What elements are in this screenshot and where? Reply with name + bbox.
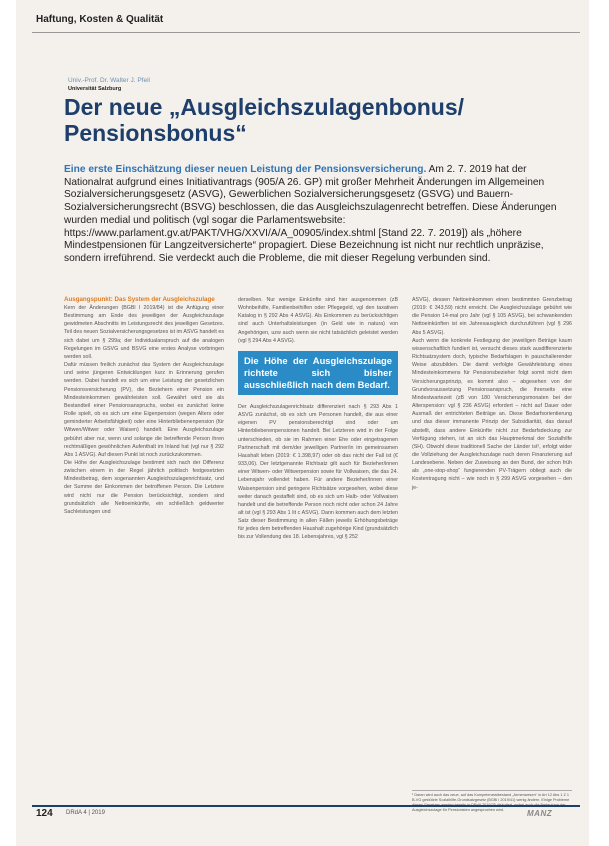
- header-rule: [32, 32, 580, 33]
- column-1-paragraph-1: Kern der Änderungen (BGBl I 2019/84) ist die Anfügung einer Bestimmung am Ende des jeweiligen der Ausgleichszulage gewidmeten Abschnitts im Leistungsrecht des jeweiligen Gesetzes. Teil des neuen Sozialversicherungsgesetzes ist im ASVG handelt es sich dabei um § 299a; der Individualanspruch auf die analogen Regelungen im GSVG und BSVG eine erstes Analyse vorbringen werden soll.: [64, 305, 224, 360]
- article-body: [64, 296, 574, 792]
- page-number: 124: [36, 808, 53, 819]
- lead-text: Am 2. 7. 2019 hat der Nationalrat aufgrund eines Initiativantrags (905/A 26. GP) mit großer Mehrheit Änderungen im Allgemeinen Sozialversicherungsgesetz (ASVG), Gewerblichen Sozialversicherungsgesetz (GSVG) und Bauern-Sozialversicherungsrecht (BSVG) beschlossen, die das Ausgleichszulagenrecht betreffen. Diese Änderungen wurden medial und politisch (vgl sogar die Parlamentswebsite: https://www.parlament.gv.at/PAKT/VHG/XXVI/A/A_00905/index.shtml [Stand 22. 7. 2019]) als „höhere Mindestpensionen für Langzeitversicherte“ propagiert. Diese Bezeichnung ist nicht nur rechtlich unpräzise, sondern irreführend. Sie verdeckt auch die Probleme, die mit dieser Regelung verbunden sind.: [64, 164, 557, 264]
- article-lead: [64, 164, 574, 266]
- column-3: [412, 296, 572, 492]
- section-heading: Haftung, Kosten & Qualität: [36, 14, 164, 25]
- column-2: [238, 296, 398, 542]
- pull-quote: Die Höhe der Ausgleichszulage richtete sich bisher ausschließlich nach dem Bedarf.: [238, 351, 398, 395]
- author-name: Univ.-Prof. Dr. Walter J. Pfeil: [68, 77, 150, 84]
- column-1-paragraph-2: Dafür müssen freilich zunächst das System der Ausgleichszulage und seine jüngeren Entwicklungen kurz in Erinnerung gerufen werden. Dabei handelt es sich um eine Leistung der gesetzlichen Pensionsversicherung (PV), die Beziehern einer Pension ein Mindesteinkommen gewährleisten soll. Gewährt wird sie als Bestandteil einer Pensionsanspruchs, wobei es zunächst keine Rolle spielt, ob es sich um eine Eigenpension (wegen Alters oder geminderter Arbeitsfähigkeit) oder eine Hinterbliebenenpension (für Witwen/Witwer oder Waisen) handelt. Eine Ausgleichszulage gebührt aber nur, wenn und solange die betreffende Person ihren rechtmäßigen gewöhnlichen Aufenthalt im Inland hat (vgl nur § 292 Abs 1 ASVG). Auf diesen Punkt ist noch zurückzukommen.: [64, 362, 224, 458]
- column-1-subhead: Ausgangspunkt: Das System der Ausgleichszulage: [64, 296, 215, 303]
- lead-highlight: Eine erste Einschätzung dieser neuen Leistung der Pensionsversicherung.: [64, 164, 427, 175]
- column-2-paragraph-1: derselben. Nur wenige Einkünfte sind hier ausgenommen (zB Wohnbeihilfe, Familienbeihilfen oder Pflegegeld, vgl den taxativen Katalog in § 292 Abs 4 ASVG). Als Einkommen zu berücksichtigen sind auch Unterhaltsleistungen (in Geld wie in natura) von Angehörigen, uzw auch wenn sie nicht tatsächlich geleistet werden (vgl § 294 Abs 4 ASVG).: [238, 297, 398, 344]
- publisher-logo: MANZ: [527, 809, 553, 818]
- journal-reference: DRdA 4 | 2019: [66, 810, 105, 816]
- column-2-paragraph-2: Der Ausgleichszulagenrichtsatz differenziert nach § 293 Abs 1 ASVG zunächst, ob es sich um Personen handelt, die aus einer eigenen PV pensionsberechtigt sind oder um Hinterbliebenenpensionen handelt. Bei Letzteren wird in der Folge unterschieden, ob sie im Rahmen einer Ehe oder eingetragenen Partnerschaft mit dem/der jeweiligen Partner/in im gemeinsamen Haushalt leben (2019: € 1.398,97) oder ob das nicht der Fall ist (€ 933,06). Der letztgenannte Richtsatz gilt auch für Bezieher/innen einer Witwen- oder Witwerpension sowie für Vollwaisen, die das 24. Lebensjahr vollendet haben. Für andere Bezieher/innen einer Waisenpension sind geringere Richtsätze vorgesehen, wobei diese weiter danach gestaffelt sind, ob es sich um Halb- oder Vollwaisen handelt und die betreffende Person noch nicht oder schon 24 Jahre alt ist (vgl § 293 Abs 1 lit c ASVG). Dann kommen auch dem letzten Satz dieser Bestimmung in allen Fällen jeweils Erhöhungsbeträge für jedes dem betreffenden Haushalt zugehörige Kind (grundsätzlich bis zur Vollendung des 18. Lebensjahres, vgl § 252: [238, 403, 398, 541]
- column-3-paragraph-2: Auch wenn die konkrete Festlegung der jeweiligen Beträge kaum wissenschaftlich fundiert ist, versucht dieses stark ausdifferenzierte Richtsatzsystem doch, typische Bedarfslagen in pauschalierender Weise abzubilden. Die damit verfolgte Gewährleistung eines Mindesteinkommens für Pensionsbezieher folgt somit nicht dem Versicherungsprinzip, es kommt also – abgesehen von der Grundvoraussetzung Pensionsanspruch, die ihrerseits eine Mindestwartezeit (zB von 180 Versicherungsmonaten bei der Alterspension: vgl § 236 ASVG) erfordert – nicht auf Dauer oder Ausmaß der entrichteten Beiträge an. Diese Bedarfsorientierung und das dieser immanente Prinzip der Subsidiarität, das darauf abstellt, dass andere Einkünfte nicht zur Bedarfsdeckung zur Verfügung stehen, ist an sich das Hauptmerkmal der Sozialhilfe (SH). Obwohl diese traditionell Sache der Länder ist¹, erfolgt wider die Vollziehung der Ausgleichszulage nach deren Finanzierung auf Landesebene. Neben der Zuweisung an den Bund, der schon früh als „one-stop-shop“ fungierenden PV-Trägern obliegt auch die Kostentragung nicht – wie noch in § 299 ASVG vorgesehen – den je-: [412, 337, 572, 491]
- footnote: ¹ Daran wird auch das neue, auf das Kompetenztatbestand „Armenwesen“ in Art 12 Abs 1 Z 1 B-VG gestützte Sozialhilfe-Grundsatzgesetz (BGBl I 2019/41) wenig ändern. Einige Probleme dieses Gesetzes werden bereits in DRdA 2019/25 diskutiert, wobei auch die Bedeutung der Ausgleichszulage für Pensionisten angesprochen wird.: [412, 790, 572, 813]
- article-title: Der neue „Ausgleichszulagenbonus/ Pensionsbonus“: [64, 94, 465, 146]
- column-1: [64, 296, 224, 516]
- column-3-paragraph-1: ASVG), dessen Nettoeinkommen einen bestimmten Grenzbetrag (2019: € 343,59) nicht erreicht. Die Ausgleichszulage gebührt wie die Pension 14-mal pro Jahr (vgl § 105 ASVG), bei schwankenden Nettoeinkünften ist ein Jahresausgleich durchzuführen (vgl § 296 Abs 5 ASVG).: [412, 297, 572, 336]
- column-1-paragraph-3: Die Höhe der Ausgleichszulage bestimmt sich nach der Differenz zwischen einem in der Regel jährlich politisch festgesetzten Mindestbetrag, dem sogenannten Ausgleichszulagenrichtsatz, und der Summe der Einkommen der betroffenen Person. Die Letztere wird nicht nur die Pension berücksichtigt, sondern sind grundsätzlich alle Nettoeinkünfte, ein schließlich geldwerter Sachleistungen und: [64, 459, 224, 515]
- author-institution: Universität Salzburg: [68, 86, 122, 92]
- footer-rule: [32, 805, 580, 807]
- author-block: [68, 77, 150, 93]
